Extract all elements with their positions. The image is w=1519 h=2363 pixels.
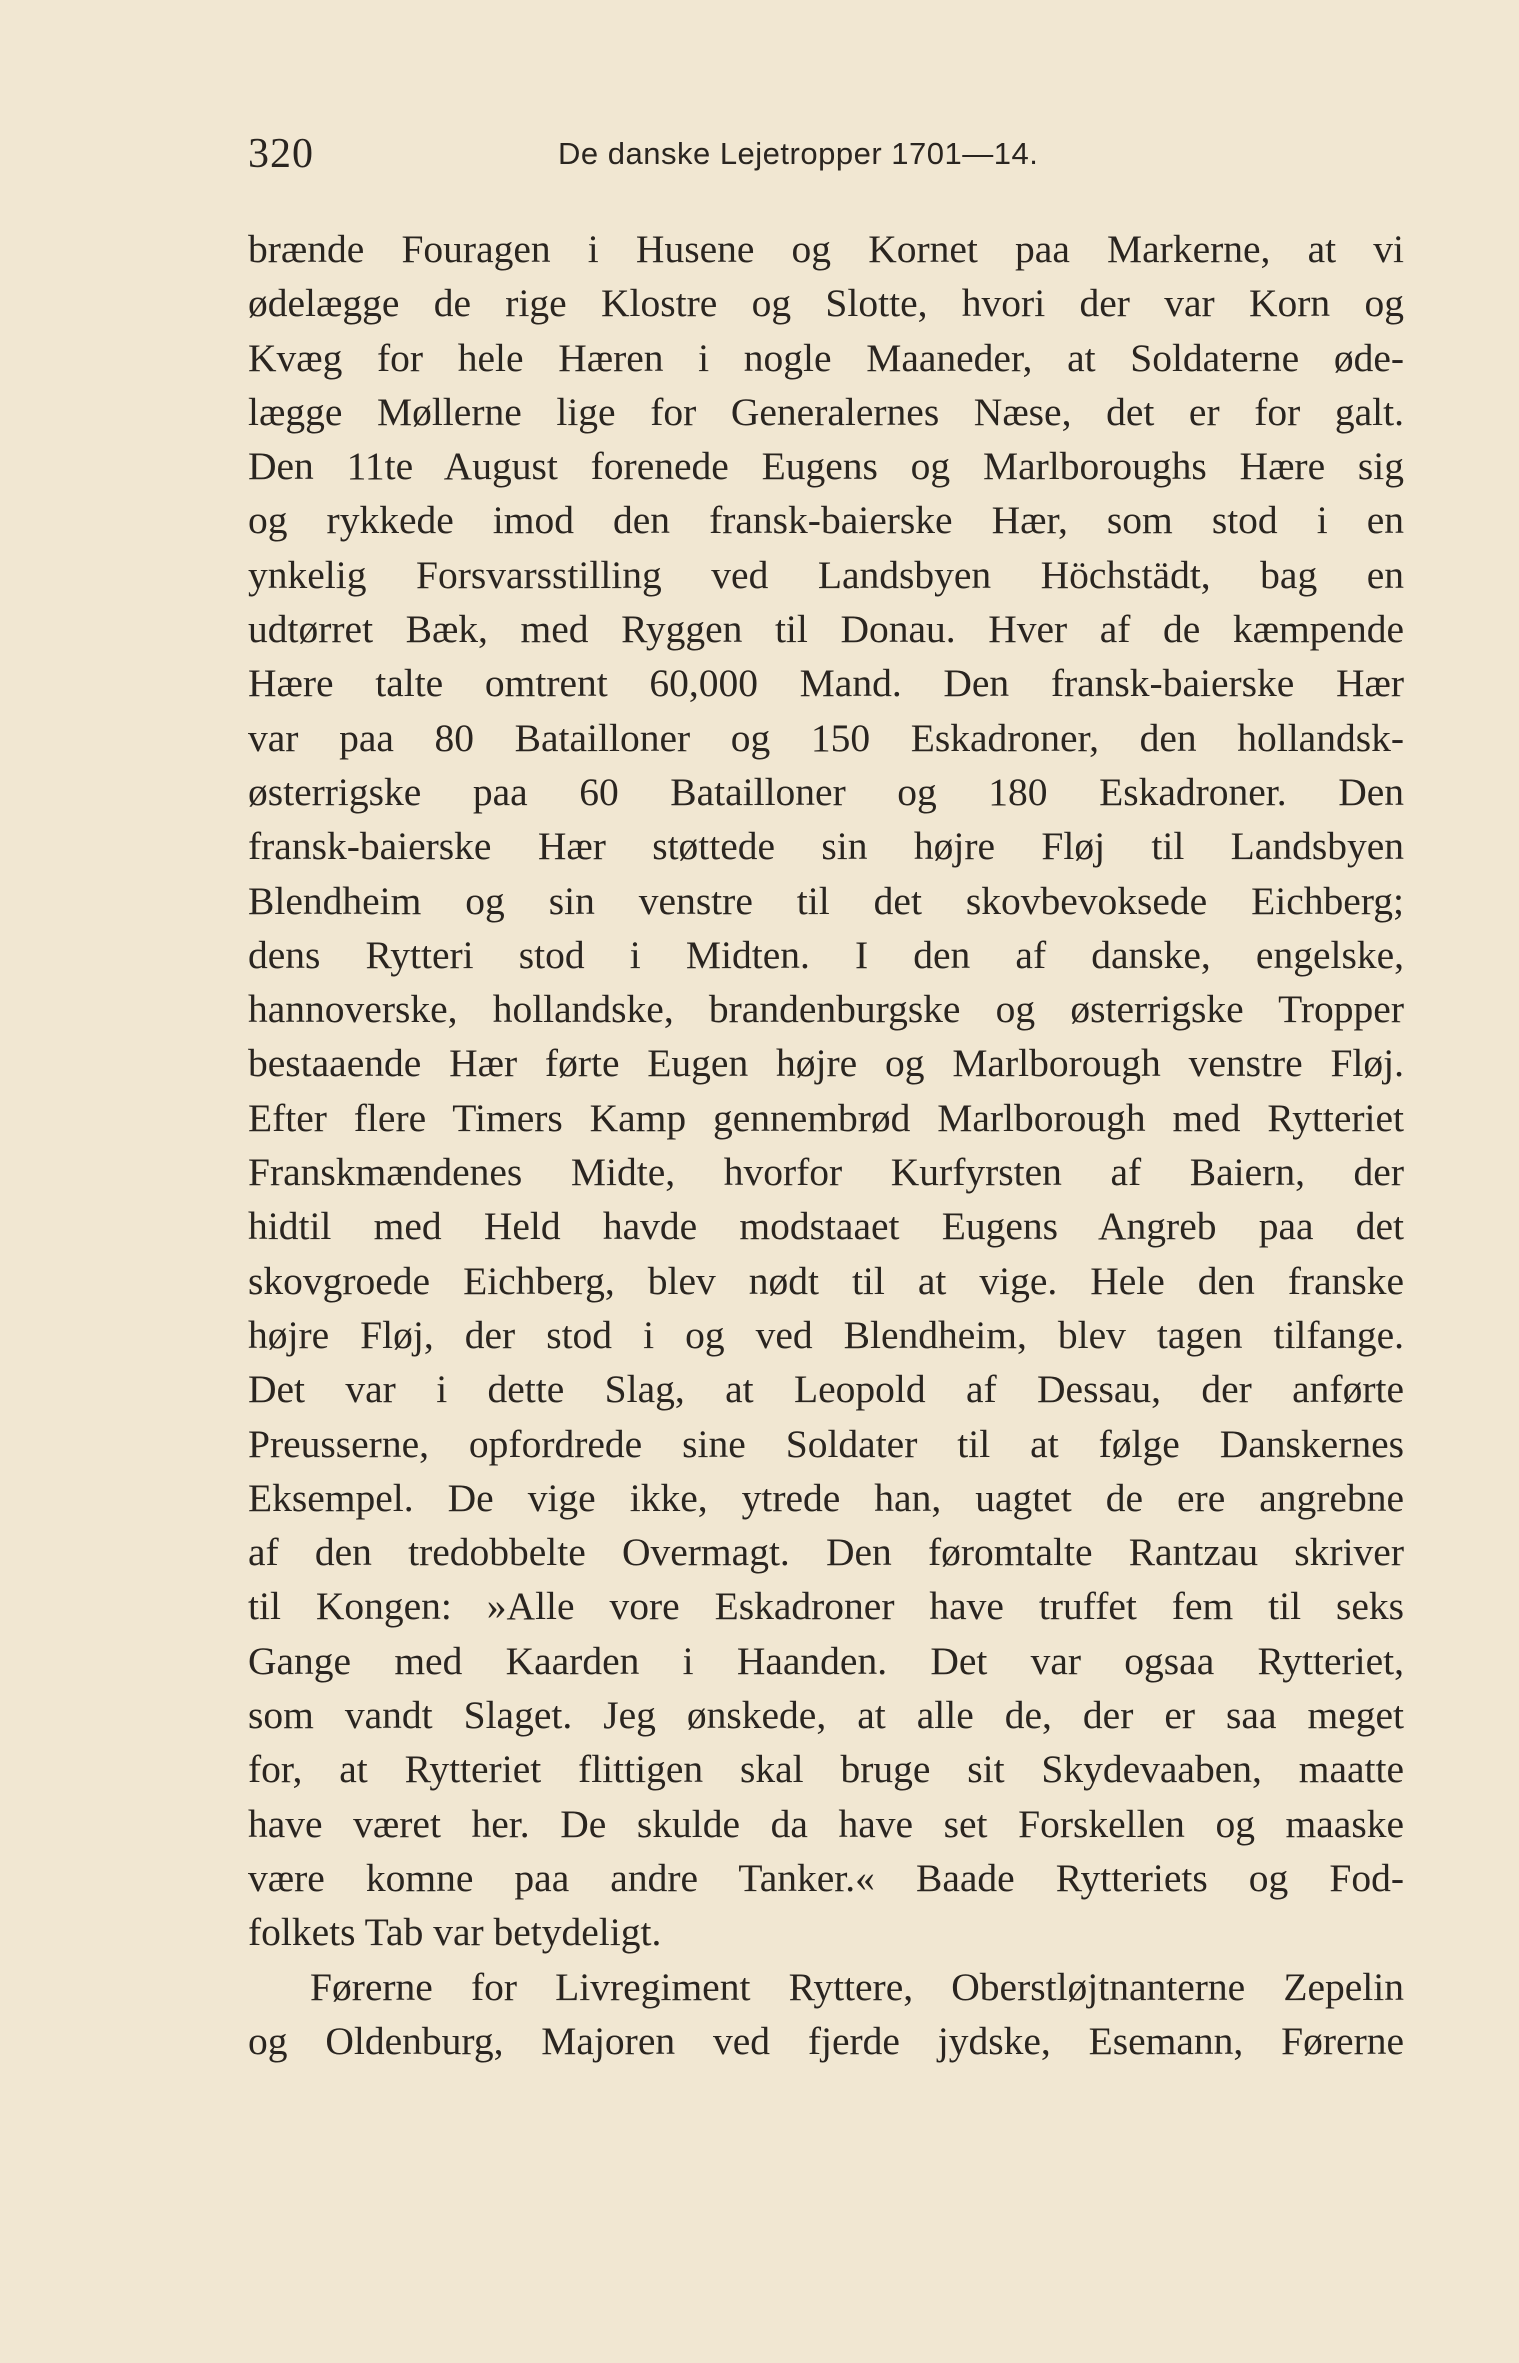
text-line: højre Fløj, der stod i og ved Blendheim, blev tagen tilfange.: [248, 1312, 1404, 1357]
text-line: ynkelig Forsvarsstilling ved Landsbyen Höchstädt, bag en: [248, 552, 1404, 597]
text-line: ødelægge de rige Klostre og Slotte, hvori der var Korn og: [248, 281, 1404, 326]
paragraph-start-line: Førerne for Livregiment Ryttere, Oberstløjtnanterne Zepelin: [310, 1964, 1404, 2009]
text-line: have været her. De skulde da have set Forskellen og maaske: [248, 1801, 1404, 1846]
text-line: var paa 80 Batailloner og 150 Eskadroner, den hollandsk-: [248, 715, 1404, 760]
text-line: til Kongen: »Alle vore Eskadroner have truffet fem til seks: [248, 1584, 1404, 1629]
text-line: Hære talte omtrent 60,000 Mand. Den fransk-baierske Hær: [248, 661, 1404, 706]
text-line: fransk-baierske Hær støttede sin højre Fløj til Landsbyen: [248, 824, 1404, 869]
body-text: [248, 222, 1404, 2068]
text-line: som vandt Slaget. Jeg ønskede, at alle de, der er saa meget: [248, 1693, 1404, 1738]
text-line: Kvæg for hele Hæren i nogle Maaneder, at Soldaterne øde-: [248, 335, 1404, 380]
text-line: Gange med Kaarden i Haanden. Det var ogsaa Rytteriet,: [248, 1638, 1404, 1683]
text-line: skovgroede Eichberg, blev nødt til at vige. Hele den franske: [248, 1258, 1404, 1303]
text-line: østerrigske paa 60 Batailloner og 180 Eskadroner. Den: [248, 769, 1404, 814]
text-line: Det var i dette Slag, at Leopold af Dessau, der anførte: [248, 1367, 1404, 1412]
text-line: være komne paa andre Tanker.« Baade Rytteriets og Fod-: [248, 1855, 1404, 1900]
text-line: udtørret Bæk, med Ryggen til Donau. Hver af de kæmpende: [248, 607, 1404, 652]
text-line: og rykkede imod den fransk-baierske Hær, som stod i en: [248, 498, 1404, 543]
text-line: for, at Rytteriet flittigen skal bruge sit Skydevaaben, maatte: [248, 1747, 1404, 1792]
running-head: [248, 130, 1408, 190]
text-line: Den 11te August forenede Eugens og Marlboroughs Hære sig: [248, 444, 1404, 489]
text-line: Franskmændenes Midte, hvorfor Kurfyrsten af Baiern, der: [248, 1150, 1404, 1195]
text-line: lægge Møllerne lige for Generalernes Næse, det er for galt.: [248, 389, 1404, 434]
text-line: Preusserne, opfordrede sine Soldater til at følge Danskernes: [248, 1421, 1404, 1466]
text-line: hannoverske, hollandske, brandenburgske og østerrigske Tropper: [248, 987, 1404, 1032]
text-line: Efter flere Timers Kamp gennembrød Marlborough med Rytteriet: [248, 1095, 1404, 1140]
text-line: Blendheim og sin venstre til det skovbevoksede Eichberg;: [248, 878, 1404, 923]
text-line: hidtil med Held havde modstaaet Eugens Angreb paa det: [248, 1204, 1404, 1249]
text-line: bestaaende Hær førte Eugen højre og Marlborough venstre Fløj.: [248, 1041, 1404, 1086]
text-line: dens Rytteri stod i Midten. I den af danske, engelske,: [248, 932, 1404, 977]
text-line: og Oldenburg, Majoren ved fjerde jydske, Esemann, Førerne: [248, 2018, 1404, 2063]
text-line: Eksempel. De vige ikke, ytrede han, uagtet de ere angrebne: [248, 1475, 1404, 1520]
text-line: brænde Fouragen i Husene og Kornet paa Markerne, at vi: [248, 227, 1404, 271]
text-line: af den tredobbelte Overmagt. Den føromtalte Rantzau skriver: [248, 1530, 1404, 1575]
running-title: De danske Lejetropper 1701—14.: [558, 136, 1039, 171]
paragraph-end-line: folkets Tab var betydeligt.: [248, 1910, 662, 1955]
page-number: 320: [248, 131, 314, 177]
